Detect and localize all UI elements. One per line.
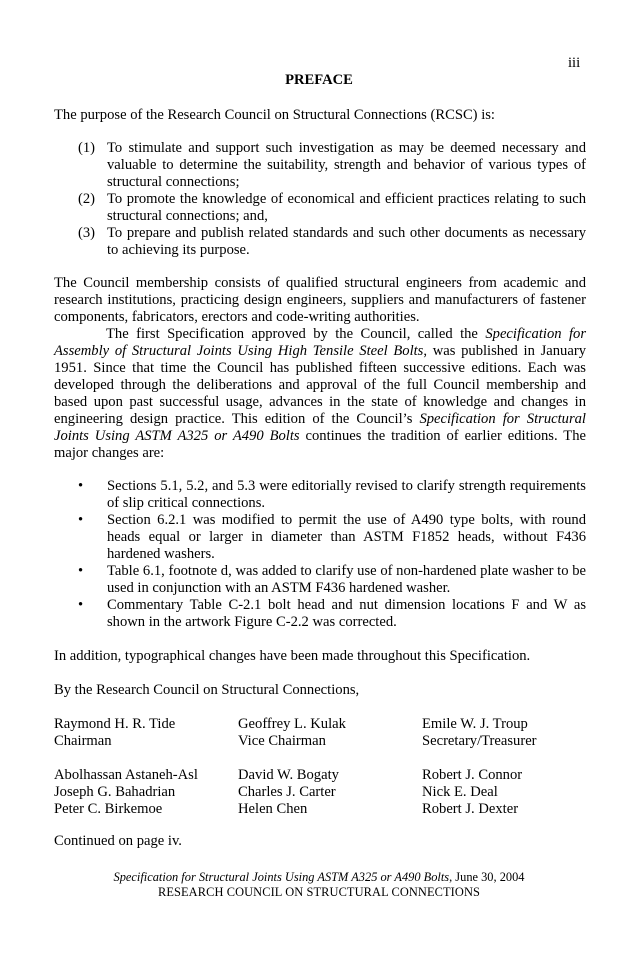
- list-item-text: Sections 5.1, 5.2, and 5.3 were editorially revised to clarify strength requirements of slip critical connections.: [107, 478, 586, 511]
- list-item: [54, 512, 586, 563]
- officer-role: Chairman: [54, 733, 112, 749]
- changes-list: [54, 478, 586, 631]
- footer-line-1: [0, 870, 638, 885]
- bullet-icon: •: [78, 597, 84, 613]
- member-row: [54, 801, 586, 818]
- byline-text: By the Research Council on Structural Connections,: [54, 682, 360, 698]
- addition-paragraph: [54, 648, 586, 665]
- member-name: Helen Chen: [238, 801, 308, 817]
- intro-text: The purpose of the Research Council on Structural Connections (RCSC) is:: [54, 107, 495, 123]
- continued-note: [54, 833, 586, 850]
- member-row: [54, 784, 586, 801]
- list-item: [54, 563, 586, 597]
- page-title: PREFACE: [285, 72, 353, 88]
- page-number: iii: [568, 55, 581, 71]
- officer-role: Vice Chairman: [238, 733, 326, 749]
- officer-role: Secretary/Treasurer: [422, 733, 537, 749]
- list-item-text: Commentary Table C-2.1 bolt head and nut dimension locations F and W as shown in the artwork Figure C-2.2 was corrected.: [107, 597, 586, 630]
- member-name: Robert J. Connor: [422, 767, 523, 783]
- member-name: David W. Bogaty: [238, 767, 339, 783]
- list-item: [78, 225, 586, 259]
- list-item-number: (2): [78, 191, 96, 207]
- list-item: [78, 191, 586, 225]
- list-item-text: Table 6.1, footnote d, was added to clarify use of non-hardened plate washer to be used in conjunction with an ASTM F436 hardened washer.: [107, 563, 586, 596]
- member-row: [54, 767, 586, 784]
- footer-org: RESEARCH COUNCIL ON STRUCTURAL CONNECTIONS: [157, 885, 480, 899]
- list-item-number: (3): [78, 225, 96, 241]
- page-footer: [0, 870, 638, 900]
- spec-title-1951: Specification for Assembly of Structural Joints Using High Tensile Steel Bolts: [54, 326, 586, 359]
- member-name: Nick E. Deal: [422, 784, 498, 800]
- member-name: Robert J. Dexter: [422, 801, 519, 817]
- continued-text: Continued on page iv.: [54, 833, 182, 849]
- member-name: Charles J. Carter: [238, 784, 336, 800]
- membership-section: [54, 275, 586, 462]
- footer-spec-title: Specification for Structural Joints Using ASTM A325 or A490 Bolts: [113, 870, 450, 884]
- officer-names-row: [54, 716, 586, 733]
- officer-roles-row: [54, 733, 586, 750]
- list-item-text: To prepare and publish related standards and such other documents as necessary to achieving its purpose.: [107, 225, 586, 258]
- officer-name: Geoffrey L. Kulak: [238, 716, 346, 732]
- member-name: Joseph G. Bahadrian: [54, 784, 176, 800]
- footer-date: , June 30, 2004: [449, 870, 525, 884]
- history-paragraph: [54, 326, 586, 462]
- list-item: [54, 478, 586, 512]
- addition-text: In addition, typographical changes have been made throughout this Specification.: [54, 648, 531, 664]
- officer-name: Emile W. J. Troup: [422, 716, 528, 732]
- bullet-icon: •: [78, 563, 84, 579]
- history-text-3: continues the tradition of earlier editions. The major changes are:: [54, 428, 586, 461]
- member-name: Peter C. Birkemoe: [54, 801, 163, 817]
- signatories: [54, 716, 586, 818]
- list-item-number: (1): [78, 140, 96, 156]
- list-item: [78, 140, 586, 191]
- list-item-text: To promote the knowledge of economical and efficient practices relating to such structural connections; and,: [107, 191, 586, 224]
- byline: [54, 682, 586, 699]
- spec-title-current: Specification for Structural Joints Using ASTM A325 or A490 Bolts: [54, 411, 586, 444]
- history-text-2: , was published in January 1951. Since that time the Council has published fifteen successive editions. Each was developed through the deliberations and approval of the full Council membership and based upon past successful usage, advances in the state of knowledge and changes in engineering design practice. This edition of the Council’s: [54, 343, 586, 427]
- membership-paragraph: The Council membership consists of qualified structural engineers from academic and research institutions, practicing design engineers, suppliers and manufacturers of fastener components, fabricators, erectors and code-writing authorities.: [54, 275, 586, 325]
- history-text-1: The first Specification approved by the Council, called the: [106, 326, 486, 342]
- purpose-list: [78, 140, 586, 259]
- intro-paragraph: [54, 107, 586, 124]
- officer-name: Raymond H. R. Tide: [54, 716, 176, 732]
- member-name: Abolhassan Astaneh-Asl: [54, 767, 198, 783]
- list-item-text: To stimulate and support such investigation as may be deemed necessary and valuable to determine the suitability, strength and behavior of various types of structural connections;: [107, 140, 586, 190]
- list-item-text: Section 6.2.1 was modified to permit the use of A490 type bolts, with round heads equal or larger in diameter than ASTM F1852 heads, without F436 hardened washers.: [107, 512, 586, 562]
- bullet-icon: •: [78, 512, 84, 528]
- bullet-icon: •: [78, 478, 84, 494]
- list-item: [54, 597, 586, 631]
